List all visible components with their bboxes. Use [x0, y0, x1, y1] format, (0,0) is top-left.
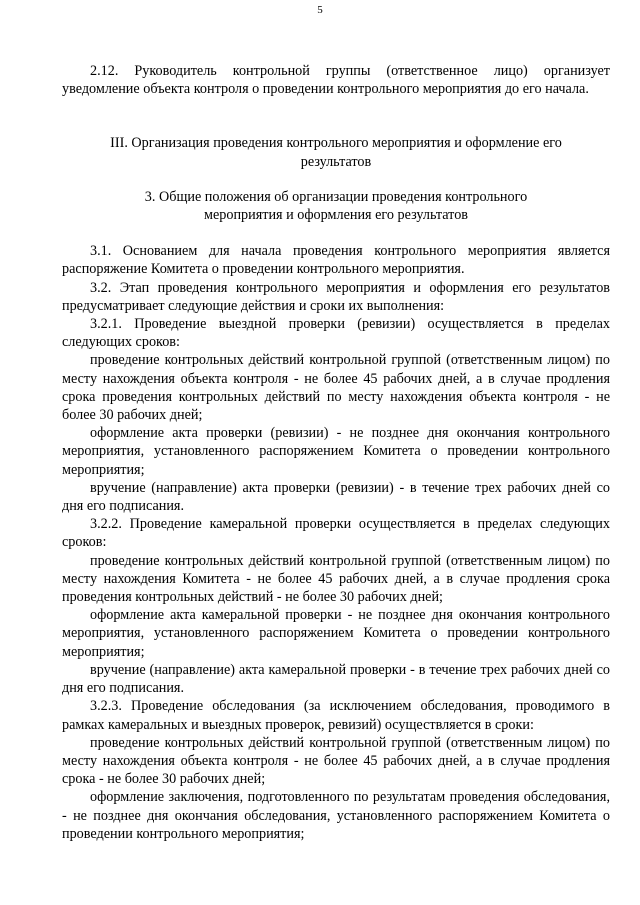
section-title-line1: III. Организация проведения контрольного мероприятия и оформление его — [110, 135, 562, 152]
section-title — [62, 134, 610, 170]
document-body — [62, 62, 610, 843]
page-number: 5 — [317, 4, 323, 16]
paragraph-3-2-1: 3.2.1. Проведение выездной проверки (ревизии) осуществляется в пределах следующих сроков: — [62, 316, 610, 351]
list-item-act-delivery: вручение (направление) акта проверки (ревизии) - в течение трех рабочих дней со дня его подписания. — [62, 479, 610, 515]
list-item-field-actions: проведение контрольных действий контрольной группой (ответственным лицом) по месту нахождения объекта контроля - не более 45 рабочих дней, а в случае продления срока проведения контрольных действий по месту нахождения объекта контроля - не более 30 рабочих дней; — [62, 352, 610, 424]
list-item-desk-act-delivery: вручение (направление) акта камеральной проверки - в течение трех рабочих дней со дня его подписания. — [62, 661, 610, 697]
list-item-desk-act-drafting: оформление акта камеральной проверки - не позднее дня окончания контрольного мероприятия, установленного распоряжением Комитета о проведении контрольного мероприятия; — [62, 607, 610, 660]
paragraph-3-2: 3.2. Этап проведения контрольного мероприятия и оформления его результатов предусматривает следующие действия и сроки их выполнения: — [62, 279, 610, 314]
subsection-title — [62, 188, 610, 224]
subsection-title-line2: мероприятия и оформления его результатов — [203, 207, 468, 224]
list-item-desk-actions: проведение контрольных действий контрольной группой (ответственным лицом) по месту нахождения Комитета - не более 45 рабочих дней, а в случае продления срока проведения контрольных действий - не более 30 рабочих дней; — [62, 552, 610, 606]
list-item-survey-conclusion: оформление заключения, подготовленного по результатам проведения обследования, - не позднее дня окончания обследования, установленного распоряжением Комитета о проведении контрольного мероприятия; — [62, 789, 610, 842]
list-item-survey-actions: проведение контрольных действий контрольной группой (ответственным лицом) по месту нахождения объекта контроля - не более 45 рабочих дней, а в случае продления срока - не более 30 рабочих дней; — [62, 734, 610, 788]
subsection-title-line1: 3. Общие положения об организации проведения контрольного — [144, 188, 528, 205]
list-item-act-drafting: оформление акта проверки (ревизии) - не позднее дня окончания контрольного мероприятия, установленного распоряжением Комитета о проведении контрольного мероприятия; — [62, 425, 610, 478]
paragraph-3-2-3: 3.2.3. Проведение обследования (за исключением обследования, проводимого в рамках камеральных и выездных проверок, ревизий) осуществляется в сроки: — [62, 698, 610, 733]
paragraph-3-1: 3.1. Основанием для начала проведения контрольного мероприятия является распоряжение Комитета о проведении контрольного мероприятия. — [62, 243, 610, 278]
section-title-line2: результатов — [300, 153, 372, 170]
paragraph-3-2-2: 3.2.2. Проведение камеральной проверки осуществляется в пределах следующих сроков: — [62, 516, 610, 551]
paragraph-2-12: 2.12. Руководитель контрольной группы (ответственное лицо) организует уведомление объекта контроля о проведении контрольного мероприятия до его начала. — [62, 63, 610, 98]
